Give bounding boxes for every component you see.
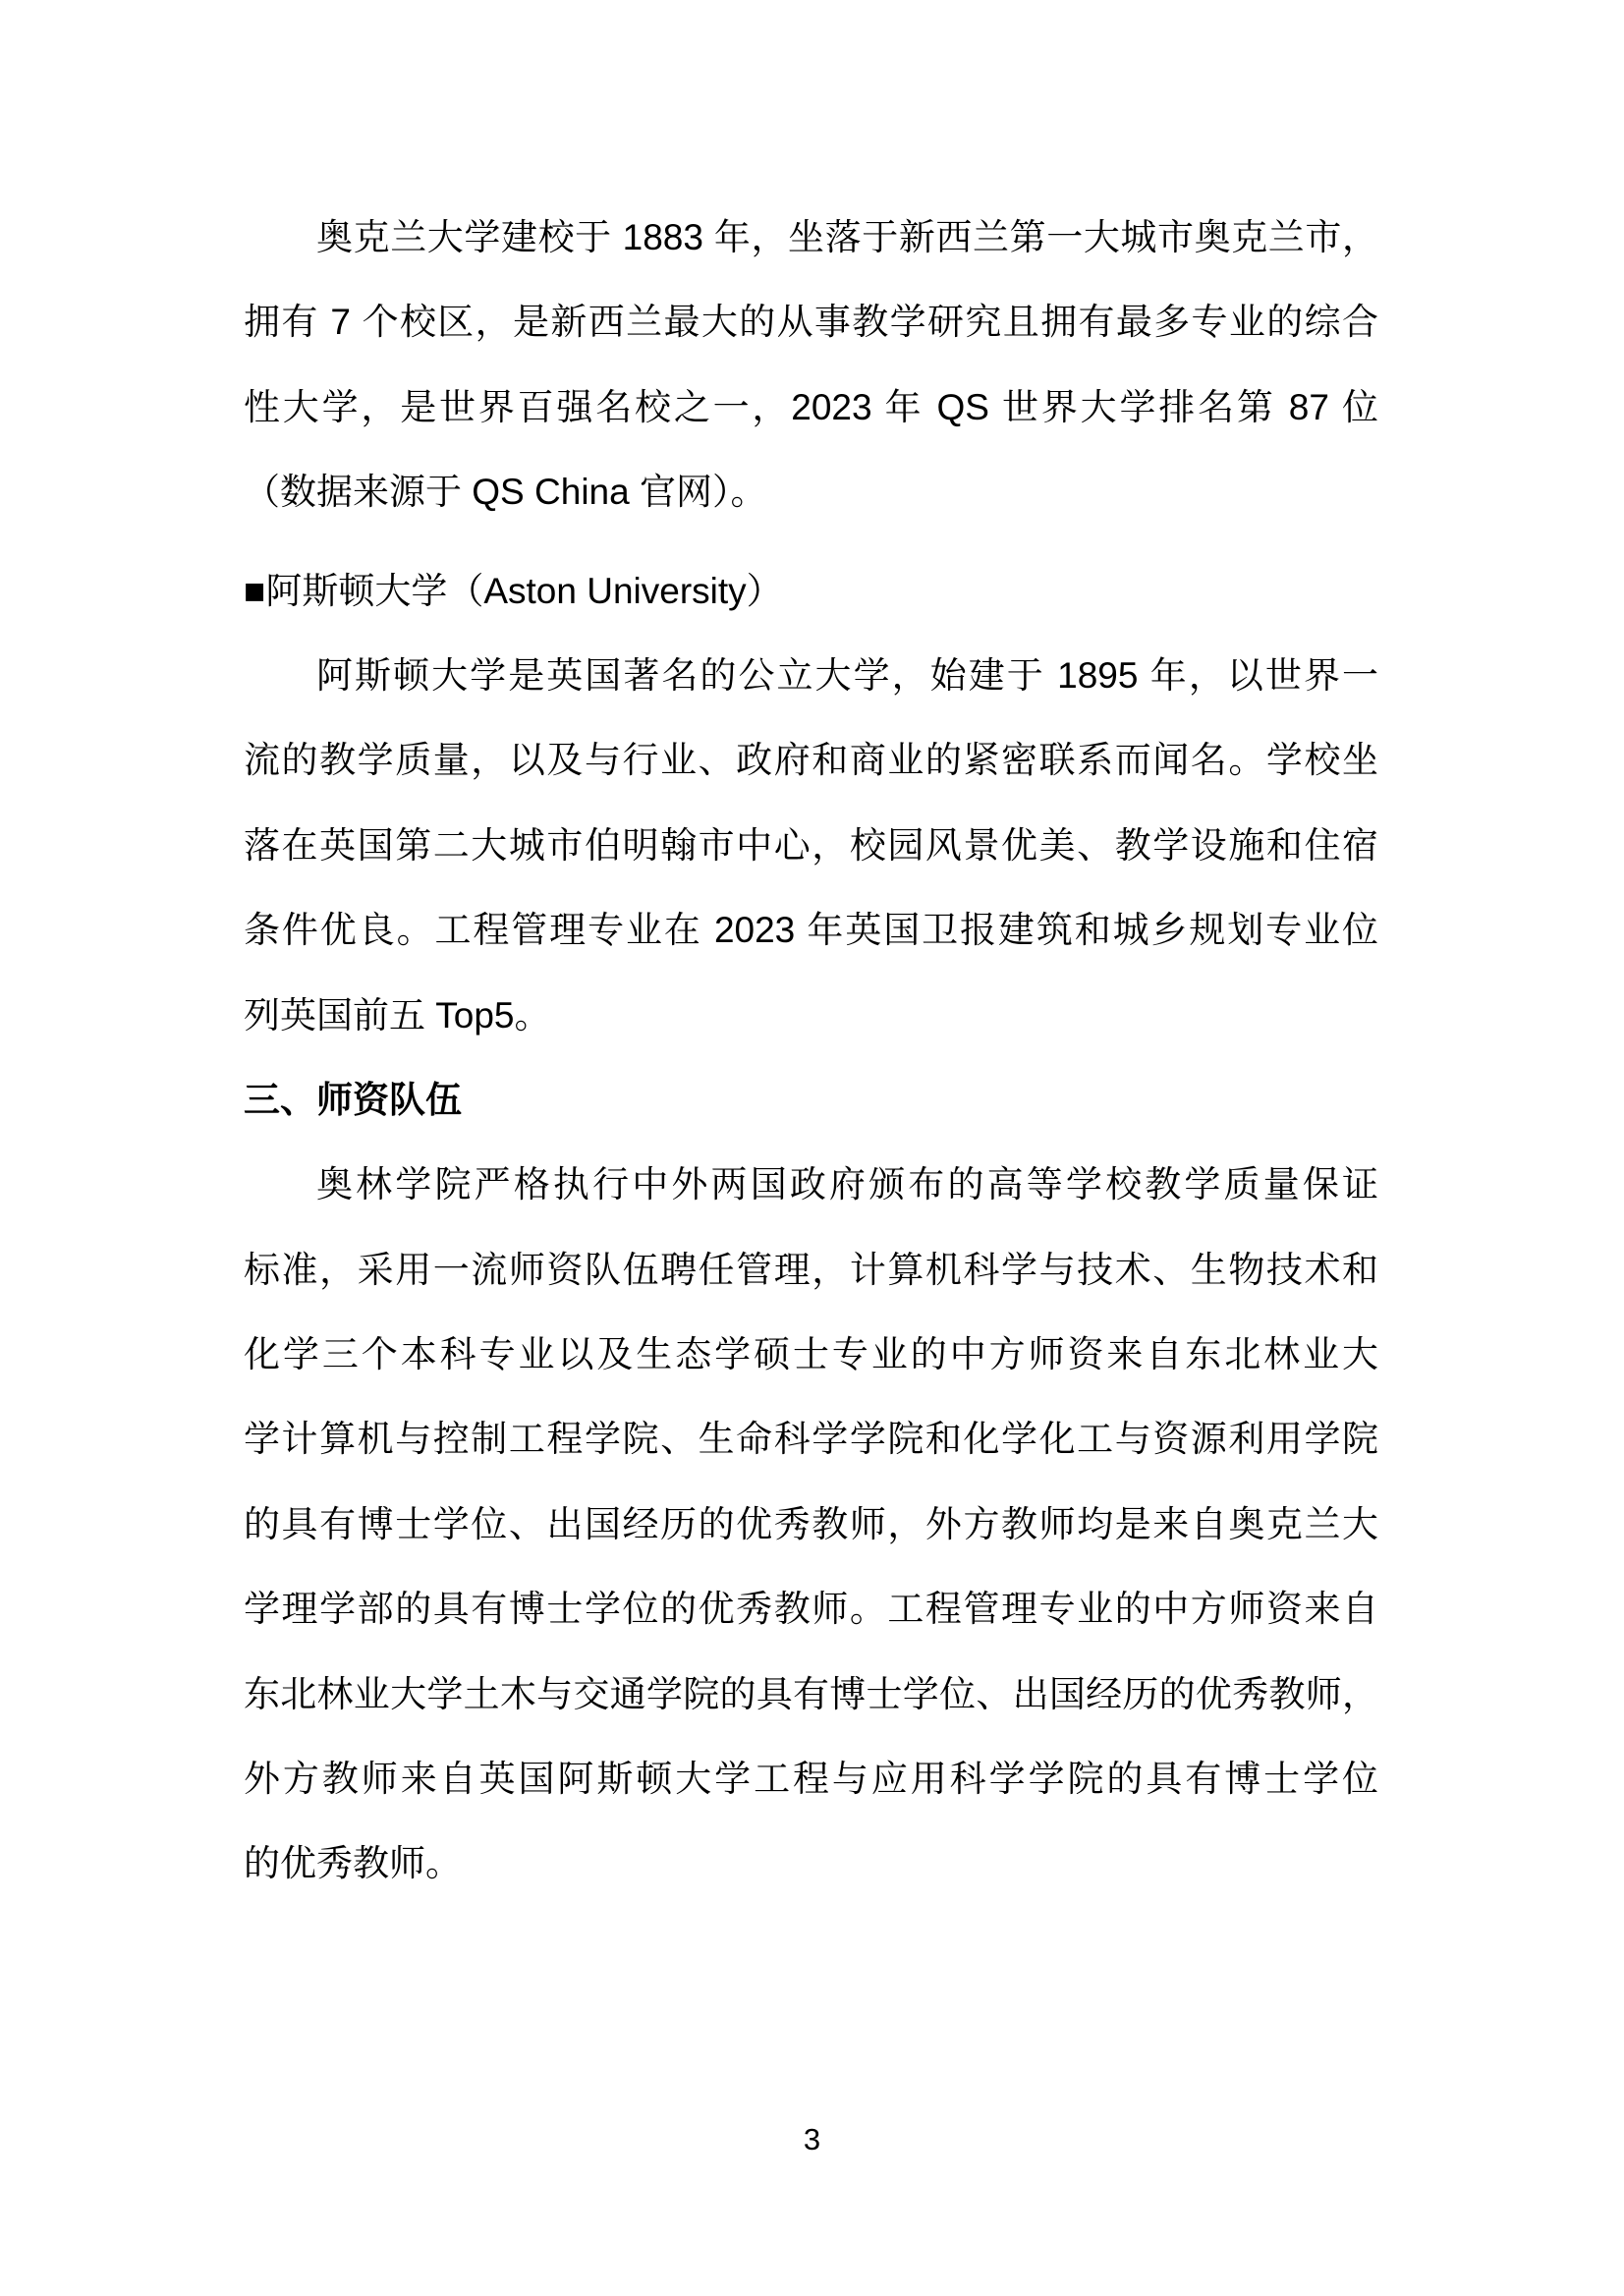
paragraph-line: 化学三个本科专业以及生态学硕士专业的中方师资来自东北林业大	[244, 1334, 1378, 1375]
paragraph-line: 列英国前五 Top5。	[244, 994, 551, 1036]
paragraph-line: （数据来源于 QS China 官网）。	[244, 472, 767, 513]
paragraph-line: 学理学部的具有博士学位的优秀教师。工程管理专业的中方师资来自	[244, 1589, 1378, 1630]
paragraph-line: 标准，采用一流师资队伍聘任管理，计算机科学与技术、生物技术和	[244, 1249, 1378, 1290]
paragraph-line: 流的教学质量，以及与行业、政府和商业的紧密联系而闻名。学校坐	[244, 740, 1378, 781]
paragraph-line: 东北林业大学土木与交通学院的具有博士学位、出国经历的优秀教师，	[244, 1673, 1378, 1714]
paragraph-line: 奥克兰大学建校于 1883 年，坐落于新西兰第一大城市奥克兰市，	[316, 217, 1378, 257]
paragraph-line: 的优秀教师。	[244, 1843, 462, 1884]
paragraph-line: 性大学，是世界百强名校之一，2023 年 QS 世界大学排名第 87 位	[244, 386, 1378, 427]
document-body	[244, 196, 1378, 1907]
paragraph-line: 的具有博士学位、出国经历的优秀教师，外方教师均是来自奥克兰大	[244, 1503, 1378, 1544]
paragraph-line: 条件优良。工程管理专业在 2023 年英国卫报建筑和城乡规划专业位	[244, 910, 1378, 951]
paragraph-line: 阿斯顿大学是英国著名的公立大学，始建于 1895 年，以世界一	[316, 654, 1378, 696]
paragraph-line: 落在英国第二大城市伯明翰市中心，校园风景优美、教学设施和住宿	[244, 824, 1378, 866]
page-number: 3	[803, 2122, 821, 2156]
paragraph-line: 外方教师来自英国阿斯顿大学工程与应用科学学院的具有博士学位	[244, 1759, 1378, 1800]
paragraph-line: 拥有 7 个校区，是新西兰最大的从事教学研究且拥有最多专业的综合	[244, 302, 1378, 343]
paragraph-line: 学计算机与控制工程学院、生命科学学院和化学化工与资源利用学院	[244, 1419, 1378, 1460]
subsection-heading-aston-university: ■阿斯顿大学（Aston University）	[244, 570, 783, 611]
section-heading-faculty: 三、师资队伍	[244, 1079, 462, 1120]
paragraph-line: 奥林学院严格执行中外两国政府颁布的高等学校教学质量保证	[316, 1164, 1378, 1205]
